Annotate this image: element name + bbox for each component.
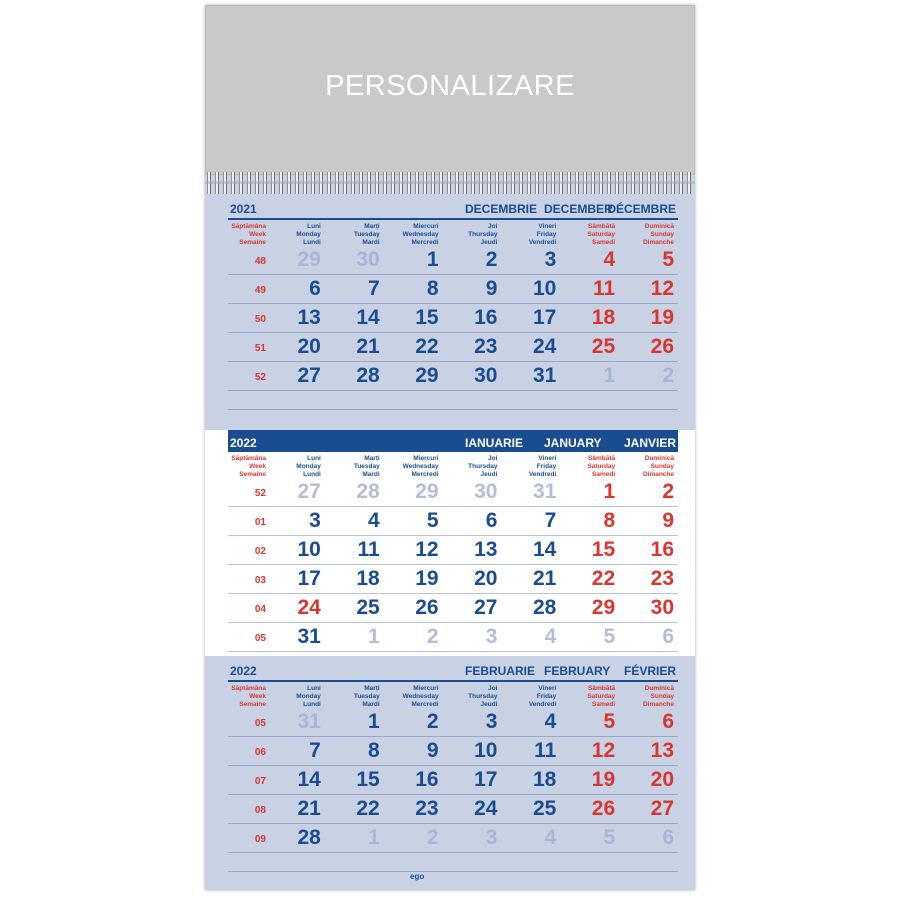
- month-name: JANUARY: [544, 436, 602, 450]
- day-cell: 11: [592, 277, 616, 300]
- weekday-header-line: Duminică: [644, 685, 675, 692]
- day-cell: 4: [544, 710, 557, 733]
- brand-logo: [410, 872, 424, 881]
- month-name: FEBRUARY: [544, 664, 611, 678]
- weekday-header-line: Friday: [536, 231, 557, 238]
- weekday-header: [384, 682, 443, 708]
- weekday-header-line: Jeudi: [480, 701, 498, 708]
- day-cell: 1: [368, 710, 380, 733]
- month-name: DECEMBRIE: [465, 202, 538, 216]
- day-cell: 10: [474, 739, 498, 762]
- personalization-text: PERSONALIZARE: [325, 69, 575, 102]
- day-cell: 19: [415, 567, 439, 590]
- weekday-header-line: Lundi: [303, 701, 321, 708]
- weekday-header-line: Miercuri: [413, 685, 439, 692]
- weekday-header-line: Mardi: [362, 239, 380, 246]
- week-number: 52: [254, 371, 266, 383]
- weekday-header: [443, 452, 502, 478]
- day-cell: 1: [426, 248, 439, 271]
- weekday-header-line: Marți: [364, 685, 380, 692]
- day-cell: 28: [356, 480, 380, 503]
- day-cell: 9: [426, 739, 439, 762]
- weekday-header-line: Monday: [296, 463, 321, 470]
- day-cell: 1: [368, 625, 380, 648]
- weekday-header: [266, 220, 325, 246]
- weekday-header-line: Sunday: [650, 693, 675, 700]
- day-cell: 22: [415, 335, 439, 358]
- week-number: 50: [254, 313, 266, 325]
- weekday-header-line: Vineri: [538, 455, 557, 462]
- day-cell: 13: [650, 739, 675, 762]
- day-cell: 3: [485, 710, 498, 733]
- day-cell: 26: [591, 797, 616, 820]
- day-cell: 24: [297, 596, 321, 619]
- weekday-header-line: Tuesday: [353, 693, 380, 700]
- week-number: 05: [254, 632, 266, 644]
- weekday-header: [384, 220, 443, 246]
- day-cell: 3: [544, 248, 557, 271]
- day-cell: 6: [662, 826, 675, 849]
- day-cell: 7: [309, 739, 321, 762]
- week-number: 05: [254, 717, 266, 729]
- day-cell: 5: [662, 248, 675, 271]
- week-number: 06: [254, 746, 266, 758]
- weekday-header-line: Mercredi: [411, 471, 439, 478]
- day-cell: 9: [662, 509, 675, 532]
- weekday-header: [560, 452, 619, 478]
- weekday-header-line: Wednesday: [402, 693, 439, 700]
- week-header-line: Week: [249, 463, 266, 470]
- day-cell: 22: [591, 567, 616, 590]
- day-cell: 26: [650, 335, 675, 358]
- day-cell: 22: [356, 797, 380, 820]
- day-cell: 25: [532, 797, 557, 820]
- day-cell: 2: [426, 826, 439, 849]
- day-cell: 25: [591, 335, 616, 358]
- weekday-header-line: Tuesday: [353, 231, 380, 238]
- weekday-header-line: Joi: [488, 685, 498, 692]
- week-row: [228, 565, 678, 594]
- day-cell: 31: [297, 625, 321, 648]
- day-cell: 15: [415, 306, 439, 329]
- week-header-line: Semaine: [239, 239, 266, 246]
- day-cell: 26: [415, 596, 439, 619]
- weekday-header-row: [228, 452, 678, 478]
- day-cell: 10: [532, 277, 557, 300]
- weekday-header-line: Lundi: [303, 239, 321, 246]
- weekday-header-line: Vineri: [538, 223, 557, 230]
- day-cell: 6: [485, 509, 498, 532]
- week-number: 49: [254, 284, 266, 296]
- day-cell: 1: [368, 826, 380, 849]
- weekday-header-line: Monday: [296, 231, 321, 238]
- month-panel-january: [205, 430, 695, 656]
- day-cell: 27: [650, 797, 675, 820]
- day-cell: 20: [474, 567, 498, 590]
- month-name: FEBRUARIE: [465, 664, 536, 678]
- weekday-header-line: Monday: [296, 693, 321, 700]
- weekday-header-line: Luni: [307, 685, 321, 692]
- day-cell: 20: [650, 768, 675, 791]
- week-header-line: Săptămâna: [231, 685, 266, 692]
- week-header-line: Semaine: [239, 701, 266, 708]
- day-cell: 23: [474, 335, 498, 358]
- weekday-header-line: Dimanche: [642, 471, 675, 478]
- day-cell: 10: [297, 538, 321, 561]
- weekday-header-line: Saturday: [587, 231, 616, 238]
- week-number: 04: [254, 603, 266, 615]
- day-cell: 2: [485, 248, 498, 271]
- week-row: [228, 795, 678, 824]
- day-cell: 17: [297, 567, 321, 590]
- weekday-header: [560, 220, 619, 246]
- day-cell: 15: [356, 768, 380, 791]
- weekday-header-line: Miercuri: [413, 223, 439, 230]
- weekday-header-line: Wednesday: [402, 231, 439, 238]
- day-cell: 8: [426, 277, 439, 300]
- day-cell: 8: [368, 739, 380, 762]
- weekday-header-line: Duminică: [644, 455, 675, 462]
- day-cell: 14: [532, 538, 557, 561]
- day-cell: 28: [356, 364, 380, 387]
- week-number-header: [228, 220, 266, 246]
- day-cell: 31: [532, 364, 557, 387]
- day-cell: 5: [603, 625, 616, 648]
- weekday-header: [325, 452, 384, 478]
- week-row: [228, 536, 678, 565]
- day-cell: 18: [532, 768, 557, 791]
- day-cell: 31: [297, 710, 321, 733]
- month-name: JANVIER: [623, 436, 676, 450]
- weekday-header-line: Vendredi: [528, 701, 557, 708]
- week-row: [228, 737, 678, 766]
- week-number: 01: [254, 516, 266, 528]
- weekday-header: [443, 682, 502, 708]
- weekday-header: [266, 682, 325, 708]
- day-cell: 14: [356, 306, 380, 329]
- weekday-header-line: Tuesday: [353, 463, 380, 470]
- weekday-header-line: Thursday: [468, 693, 498, 700]
- week-header-line: Semaine: [239, 471, 266, 478]
- day-cell: 30: [474, 480, 498, 503]
- week-number: 07: [254, 775, 266, 787]
- weekday-header-line: Jeudi: [480, 471, 498, 478]
- day-cell: 18: [356, 567, 380, 590]
- weekday-header-line: Jeudi: [480, 239, 498, 246]
- year-label: 2021: [230, 202, 257, 216]
- day-cell: 5: [426, 509, 439, 532]
- month-title-row: [228, 430, 678, 452]
- weekday-header-line: Thursday: [468, 463, 498, 470]
- weekday-header-line: Joi: [488, 223, 498, 230]
- day-cell: 3: [485, 625, 498, 648]
- weekday-header-row: [228, 682, 678, 708]
- day-cell: 2: [426, 625, 439, 648]
- day-cell: 15: [591, 538, 616, 561]
- day-cell: 12: [415, 538, 439, 561]
- weekday-header-line: Vineri: [538, 685, 557, 692]
- week-row: [228, 623, 678, 652]
- weekday-header-line: Samedi: [592, 701, 616, 708]
- weekday-header-line: Dimanche: [642, 239, 675, 246]
- day-cell: 11: [357, 538, 380, 561]
- weekday-header-line: Sâmbătă: [588, 685, 616, 692]
- day-cell: 23: [650, 567, 675, 590]
- weekday-header-line: Vendredi: [528, 471, 557, 478]
- week-header-line: Week: [249, 231, 266, 238]
- weekday-header-line: Mardi: [362, 701, 380, 708]
- day-cell: 27: [297, 480, 321, 503]
- weekday-header: [325, 220, 384, 246]
- month-panel-february: [205, 660, 695, 890]
- week-number: 09: [254, 833, 266, 845]
- week-number: 03: [254, 574, 266, 586]
- weekday-header-line: Vendredi: [528, 239, 557, 246]
- day-cell: 24: [474, 797, 498, 820]
- weekday-header: [619, 682, 678, 708]
- weekday-header-line: Samedi: [592, 471, 616, 478]
- blank-row: [228, 391, 678, 410]
- day-cell: 16: [415, 768, 439, 791]
- month-name: DÉCEMBRE: [607, 202, 676, 216]
- weekday-header-line: Sunday: [650, 231, 675, 238]
- weekday-header-line: Mercredi: [411, 701, 439, 708]
- day-cell: 5: [603, 710, 616, 733]
- personalization-header: [205, 5, 695, 175]
- day-cell: 27: [474, 596, 498, 619]
- weekday-header-line: Friday: [536, 463, 557, 470]
- day-cell: 2: [662, 480, 675, 503]
- day-cell: 13: [297, 306, 321, 329]
- weekday-header-line: Miercuri: [413, 455, 439, 462]
- week-number: 48: [254, 255, 266, 267]
- day-cell: 30: [356, 248, 380, 271]
- day-cell: 21: [532, 567, 557, 590]
- day-cell: 29: [591, 596, 616, 619]
- month-name: DECEMBER: [544, 202, 613, 216]
- week-row: [228, 275, 678, 304]
- day-cell: 6: [662, 625, 675, 648]
- day-cell: 13: [474, 538, 498, 561]
- week-number-header: [228, 682, 266, 708]
- day-cell: 28: [532, 596, 557, 619]
- weekday-header-line: Lundi: [303, 471, 321, 478]
- blank-row: [228, 853, 678, 872]
- weekday-header-line: Friday: [536, 693, 557, 700]
- week-number: 02: [254, 545, 266, 557]
- weekday-header-line: Luni: [307, 223, 321, 230]
- spiral-binding: [205, 172, 695, 194]
- day-cell: 2: [662, 364, 675, 387]
- weekday-header: [501, 220, 560, 246]
- weekday-header-line: Duminică: [644, 223, 675, 230]
- weekday-header: [560, 682, 619, 708]
- month-panel-december: [205, 198, 695, 424]
- weekday-header-line: Wednesday: [402, 463, 439, 470]
- weekday-header-line: Thursday: [468, 231, 498, 238]
- week-number: 08: [254, 804, 266, 816]
- weekday-header: [619, 220, 678, 246]
- weekday-header-line: Sâmbătă: [588, 223, 616, 230]
- week-row: [228, 766, 678, 795]
- week-number-header: [228, 452, 266, 478]
- day-cell: 23: [415, 797, 439, 820]
- weekday-header: [266, 452, 325, 478]
- weekday-header: [619, 452, 678, 478]
- day-cell: 11: [534, 739, 557, 762]
- day-cell: 30: [474, 364, 498, 387]
- day-cell: 6: [309, 277, 321, 300]
- day-cell: 8: [603, 509, 616, 532]
- day-cell: 7: [368, 277, 380, 300]
- day-cell: 3: [309, 509, 321, 532]
- day-cell: 1: [603, 480, 616, 503]
- day-cell: 29: [415, 480, 439, 503]
- week-number: 52: [254, 487, 266, 499]
- week-header-line: Săptămâna: [231, 455, 266, 462]
- day-cell: 3: [485, 826, 498, 849]
- weekday-header-line: Mardi: [362, 471, 380, 478]
- week-row: [228, 362, 678, 391]
- brand-logo-text: ego: [410, 872, 425, 881]
- day-cell: 27: [297, 364, 321, 387]
- day-cell: 16: [650, 538, 675, 561]
- week-row: [228, 507, 678, 536]
- week-row: [228, 246, 678, 275]
- weekday-header: [501, 682, 560, 708]
- weekday-header-line: Samedi: [592, 239, 616, 246]
- weekday-header-line: Marți: [364, 455, 380, 462]
- weekday-header-line: Saturday: [587, 693, 616, 700]
- day-cell: 29: [415, 364, 439, 387]
- day-cell: 9: [485, 277, 498, 300]
- year-label: 2022: [230, 664, 257, 678]
- day-cell: 18: [591, 306, 616, 329]
- day-cell: 30: [650, 596, 675, 619]
- weekday-header-line: Joi: [488, 455, 498, 462]
- day-cell: 21: [356, 335, 380, 358]
- week-row: [228, 333, 678, 362]
- day-cell: 4: [368, 509, 380, 532]
- weekday-header: [325, 682, 384, 708]
- day-cell: 17: [474, 768, 498, 791]
- weekday-header: [384, 452, 443, 478]
- day-cell: 12: [591, 739, 616, 762]
- week-number: 51: [254, 342, 266, 354]
- weekday-header-line: Sunday: [650, 463, 675, 470]
- week-row: [228, 824, 678, 853]
- day-cell: 7: [544, 509, 557, 532]
- day-cell: 6: [662, 710, 675, 733]
- day-cell: 20: [297, 335, 321, 358]
- day-cell: 17: [532, 306, 557, 329]
- day-cell: 28: [297, 826, 321, 849]
- week-row: [228, 594, 678, 623]
- day-cell: 5: [603, 826, 616, 849]
- day-cell: 29: [297, 248, 321, 271]
- week-row: [228, 478, 678, 507]
- day-cell: 4: [603, 248, 616, 271]
- day-cell: 19: [650, 306, 675, 329]
- month-name: FÉVRIER: [623, 664, 676, 678]
- week-header-line: Săptămâna: [231, 223, 266, 230]
- weekday-header-line: Luni: [307, 455, 321, 462]
- day-cell: 25: [356, 596, 380, 619]
- day-cell: 14: [297, 768, 321, 791]
- weekday-header-line: Dimanche: [642, 701, 675, 708]
- week-header-line: Week: [249, 693, 266, 700]
- weekday-header-line: Marți: [364, 223, 380, 230]
- day-cell: 12: [650, 277, 675, 300]
- day-cell: 1: [603, 364, 616, 387]
- day-cell: 16: [474, 306, 498, 329]
- day-cell: 4: [544, 826, 557, 849]
- weekday-header-line: Mercredi: [411, 239, 439, 246]
- day-cell: 2: [426, 710, 439, 733]
- day-cell: 21: [297, 797, 321, 820]
- day-cell: 19: [591, 768, 616, 791]
- month-title-row: [228, 198, 678, 220]
- weekday-header: [501, 452, 560, 478]
- weekday-header: [443, 220, 502, 246]
- week-row: [228, 304, 678, 333]
- week-row: [228, 708, 678, 737]
- year-label: 2022: [230, 436, 257, 450]
- month-name: IANUARIE: [465, 436, 524, 450]
- weekday-header-line: Saturday: [587, 463, 616, 470]
- day-cell: 4: [544, 625, 557, 648]
- weekday-header-row: [228, 220, 678, 246]
- weekday-header-line: Sâmbătă: [588, 455, 616, 462]
- month-title-row: [228, 660, 678, 682]
- day-cell: 31: [532, 480, 557, 503]
- day-cell: 24: [532, 335, 557, 358]
